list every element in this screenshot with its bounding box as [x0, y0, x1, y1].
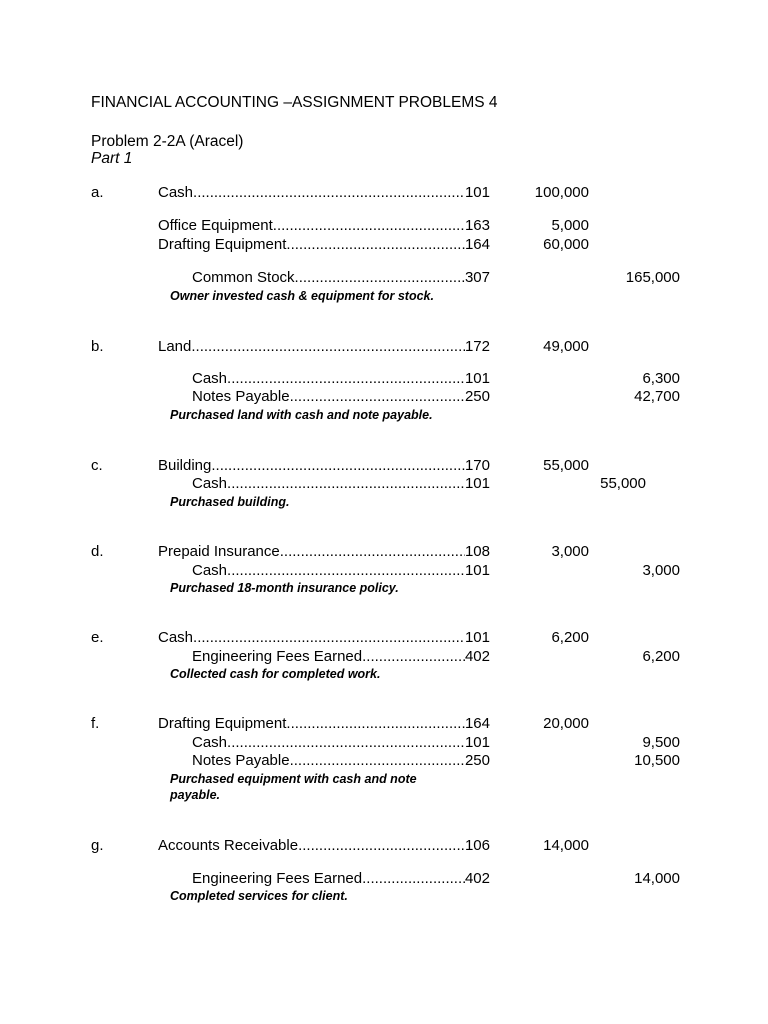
account-name: Drafting Equipment	[158, 715, 287, 732]
account-number: 402	[464, 648, 490, 665]
entry-memo: Completed services for client.	[170, 889, 348, 903]
account-number: 250	[464, 388, 490, 405]
account-line	[158, 837, 490, 854]
debit-amount: 49,000	[543, 338, 589, 355]
account-number: 163	[464, 217, 490, 234]
entry-memo: Owner invested cash & equipment for stock.	[170, 289, 434, 303]
credit-amount: 10,500	[634, 752, 680, 769]
account-number: 164	[464, 236, 490, 253]
account-line	[192, 562, 490, 579]
entry-letter: f.	[91, 715, 100, 732]
account-name: Land	[158, 338, 192, 355]
debit-amount: 5,000	[551, 217, 589, 234]
account-number: 108	[464, 543, 490, 560]
entry-letter: e.	[91, 629, 104, 646]
account-number: 402	[464, 870, 490, 887]
account-line	[158, 629, 490, 646]
account-number: 101	[464, 734, 490, 751]
credit-amount: 6,200	[642, 648, 680, 665]
debit-amount: 60,000	[543, 236, 589, 253]
account-number: 172	[464, 338, 490, 355]
debit-amount: 20,000	[543, 715, 589, 732]
debit-amount: 3,000	[551, 543, 589, 560]
credit-amount: 55,000	[600, 475, 646, 492]
credit-amount: 3,000	[642, 562, 680, 579]
credit-amount: 14,000	[634, 870, 680, 887]
account-number: 250	[464, 752, 490, 769]
document-title: FINANCIAL ACCOUNTING –ASSIGNMENT PROBLEMS 4	[91, 94, 498, 111]
account-name: Cash	[192, 475, 228, 492]
credit-amount: 165,000	[625, 269, 680, 286]
part-heading: Part 1	[91, 150, 133, 167]
debit-amount: 100,000	[534, 184, 589, 201]
account-line	[192, 870, 490, 887]
entry-letter: c.	[91, 457, 103, 474]
account-number: 307	[464, 269, 490, 286]
account-name: Prepaid Insurance	[158, 543, 280, 560]
account-name: Office Equipment	[158, 217, 273, 234]
account-line	[158, 543, 490, 560]
entry-letter: a.	[91, 184, 104, 201]
entry-memo: Purchased 18-month insurance policy.	[170, 581, 399, 595]
account-line	[158, 338, 490, 355]
credit-amount: 6,300	[642, 370, 680, 387]
debit-amount: 55,000	[543, 457, 589, 474]
account-name: Accounts Receivable	[158, 837, 299, 854]
entry-letter: b.	[91, 338, 104, 355]
credit-amount: 9,500	[642, 734, 680, 751]
account-line	[192, 752, 490, 769]
entry-memo: Purchased equipment with cash and note payable.	[170, 772, 417, 802]
account-name: Cash	[158, 629, 194, 646]
account-line	[158, 236, 490, 253]
account-line	[158, 184, 490, 201]
account-name: Cash	[158, 184, 194, 201]
problem-heading: Problem 2-2A (Aracel)	[91, 133, 244, 150]
account-name: Cash	[192, 562, 228, 579]
account-name: Cash	[192, 734, 228, 751]
account-name: Notes Payable	[192, 752, 290, 769]
account-line	[158, 457, 490, 474]
account-number: 164	[464, 715, 490, 732]
account-number: 101	[464, 562, 490, 579]
account-name: Common Stock	[192, 269, 295, 286]
account-line	[192, 648, 490, 665]
entry-memo: Collected cash for completed work.	[170, 667, 381, 681]
account-number: 101	[464, 184, 490, 201]
account-number: 106	[464, 837, 490, 854]
account-line	[192, 388, 490, 405]
account-line	[192, 734, 490, 751]
credit-amount: 42,700	[634, 388, 680, 405]
account-line	[192, 269, 490, 286]
account-number: 101	[464, 370, 490, 387]
account-name: Engineering Fees Earned	[192, 648, 363, 665]
account-name: Cash	[192, 370, 228, 387]
entry-letter: g.	[91, 837, 104, 854]
account-number: 101	[464, 475, 490, 492]
account-number: 101	[464, 629, 490, 646]
entry-memo: Purchased building.	[170, 495, 290, 509]
account-line	[192, 370, 490, 387]
debit-amount: 14,000	[543, 837, 589, 854]
account-name: Building	[158, 457, 212, 474]
entry-letter: d.	[91, 543, 104, 560]
account-line	[158, 217, 490, 234]
account-number: 170	[464, 457, 490, 474]
account-name: Drafting Equipment	[158, 236, 287, 253]
account-name: Notes Payable	[192, 388, 290, 405]
account-name: Engineering Fees Earned	[192, 870, 363, 887]
account-line	[158, 715, 490, 732]
account-line	[192, 475, 490, 492]
debit-amount: 6,200	[551, 629, 589, 646]
entry-memo: Purchased land with cash and note payable.	[170, 408, 433, 422]
